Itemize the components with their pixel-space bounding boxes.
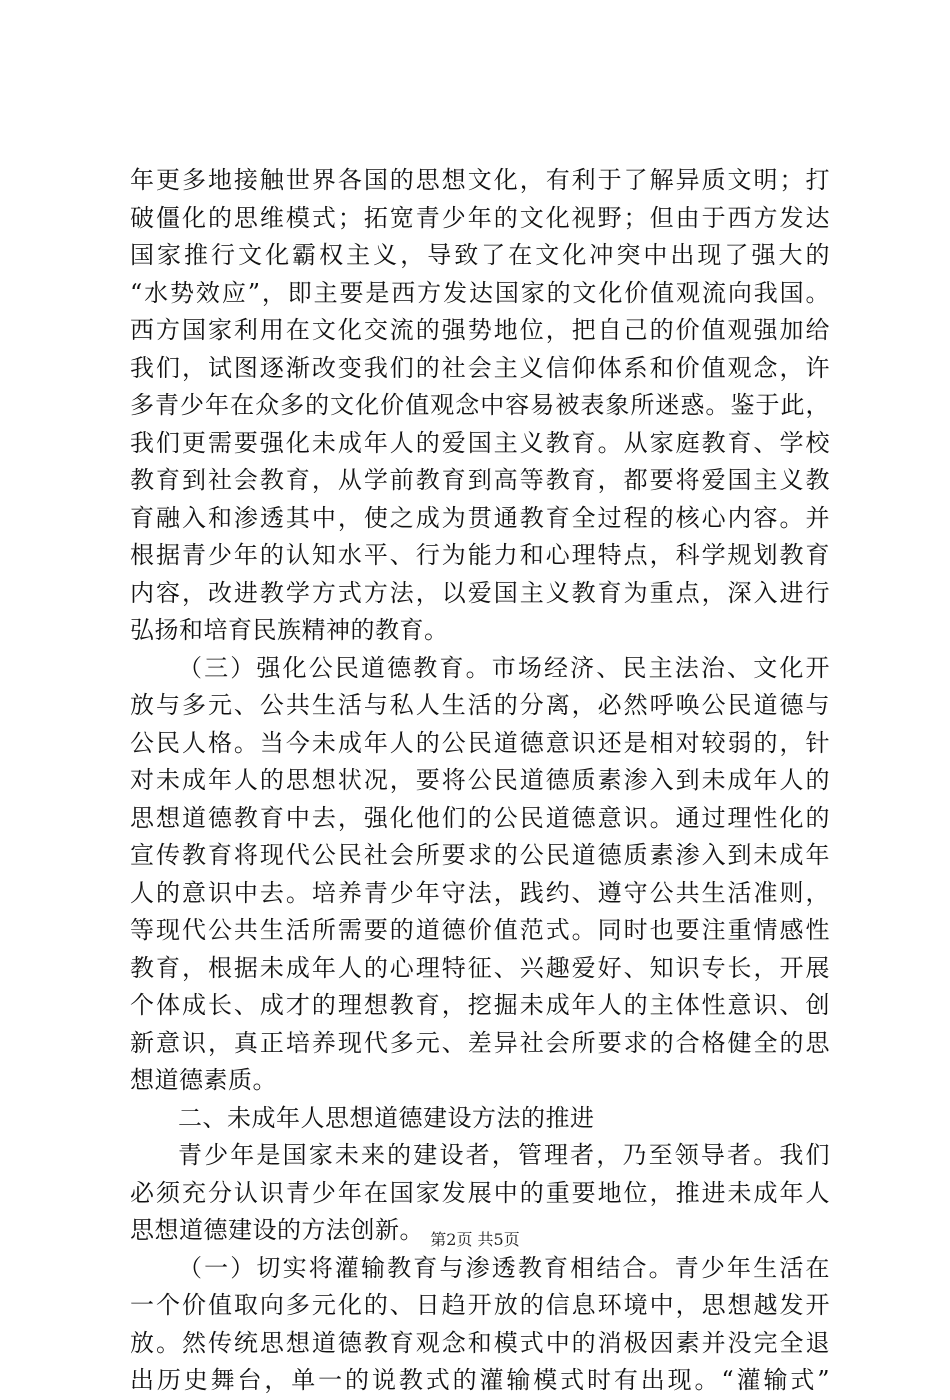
text-line: 教育，根据未成年人的心理特征、兴趣爱好、知识专长，开展 xyxy=(130,953,830,982)
text-line: 对未成年人的思想状况，要将公民道德质素渗入到未成年人的 xyxy=(130,766,830,794)
text-line: 青少年是国家未来的建设者，管理者，乃至领导者。我们 xyxy=(178,1141,830,1169)
text-line: 必须充分认识青少年在国家发展中的重要地位，推进未成年人 xyxy=(130,1178,830,1207)
text-line: 西方国家利用在文化交流的强势地位，把自己的价值观强加给 xyxy=(130,316,830,344)
page-number-footer: 第2页 共5页 xyxy=(430,1230,520,1249)
section-heading-line: （一）切实将灌输教育与渗透教育相结合。青少年生活在 xyxy=(178,1253,830,1282)
text-line: 我们更需要强化未成年人的爱国主义教育。从家庭教育、学校 xyxy=(130,428,830,457)
text-line: 出历史舞台，单一的说教式的灌输模式时有出现。“灌输式” xyxy=(130,1366,830,1394)
text-line: 个体成长、成才的理想教育，挖掘未成年人的主体性意识、创 xyxy=(130,991,830,1019)
text-line: 内容，改进教学方式方法，以爱国主义教育为重点，深入进行 xyxy=(130,578,830,607)
text-line: 新意识，真正培养现代多元、差异社会所要求的合格健全的思 xyxy=(130,1028,830,1057)
text-line: 国家推行文化霸权主义，导致了在文化冲突中出现了强大的 xyxy=(130,241,830,269)
text-line: 弘扬和培育民族精神的教育。 xyxy=(130,616,449,644)
text-line: 多青少年在众多的文化价值观念中容易被表象所迷惑。鉴于此， xyxy=(130,391,830,419)
text-line: 宣传教育将现代公民社会所要求的公民道德质素渗入到未成年 xyxy=(130,841,830,869)
text-line: 人的意识中去。培养青少年守法，践约、遵守公共生活准则， xyxy=(130,878,830,907)
text-line: 思想道德教育中去，强化他们的公民道德意识。通过理性化的 xyxy=(130,803,830,832)
text-line: “水势效应”，即主要是西方发达国家的文化价值观流向我国。 xyxy=(130,278,830,307)
text-line: 等现代公共生活所需要的道德价值范式。同时也要注重情感性 xyxy=(130,916,830,944)
text-line: 根据青少年的认知水平、行为能力和心理特点，科学规划教育 xyxy=(130,541,830,569)
text-line: 教育到社会教育，从学前教育到高等教育，都要将爱国主义教 xyxy=(130,466,830,494)
text-line: 一个价值取向多元化的、日趋开放的信息环境中，思想越发开 xyxy=(130,1291,830,1319)
body-text xyxy=(130,162,830,1400)
section-heading-line: （三）强化公民道德教育。市场经济、民主法治、文化开 xyxy=(178,653,830,682)
text-line: 我们，试图逐渐改变我们的社会主义信仰体系和价值观念，许 xyxy=(130,353,830,382)
text-line: 放。然传统思想道德教育观念和模式中的消极因素并没完全退 xyxy=(130,1328,830,1357)
text-line: 破僵化的思维模式；拓宽青少年的文化视野；但由于西方发达 xyxy=(130,203,830,232)
text-line: 思想道德建设的方法创新。 xyxy=(130,1216,424,1244)
text-line: 育融入和渗透其中，使之成为贯通教育全过程的核心内容。并 xyxy=(130,503,830,532)
text-line: 放与多元、公共生活与私人生活的分离，必然呼唤公民道德与 xyxy=(130,691,830,719)
text-line: 年更多地接触世界各国的思想文化，有利于了解异质文明；打 xyxy=(130,166,830,194)
text-line: 想道德素质。 xyxy=(130,1066,277,1094)
text-line: 公民人格。当今未成年人的公民道德意识还是相对较弱的，针 xyxy=(130,728,830,757)
chapter-heading: 二、未成年人思想道德建设方法的推进 xyxy=(178,1103,595,1132)
